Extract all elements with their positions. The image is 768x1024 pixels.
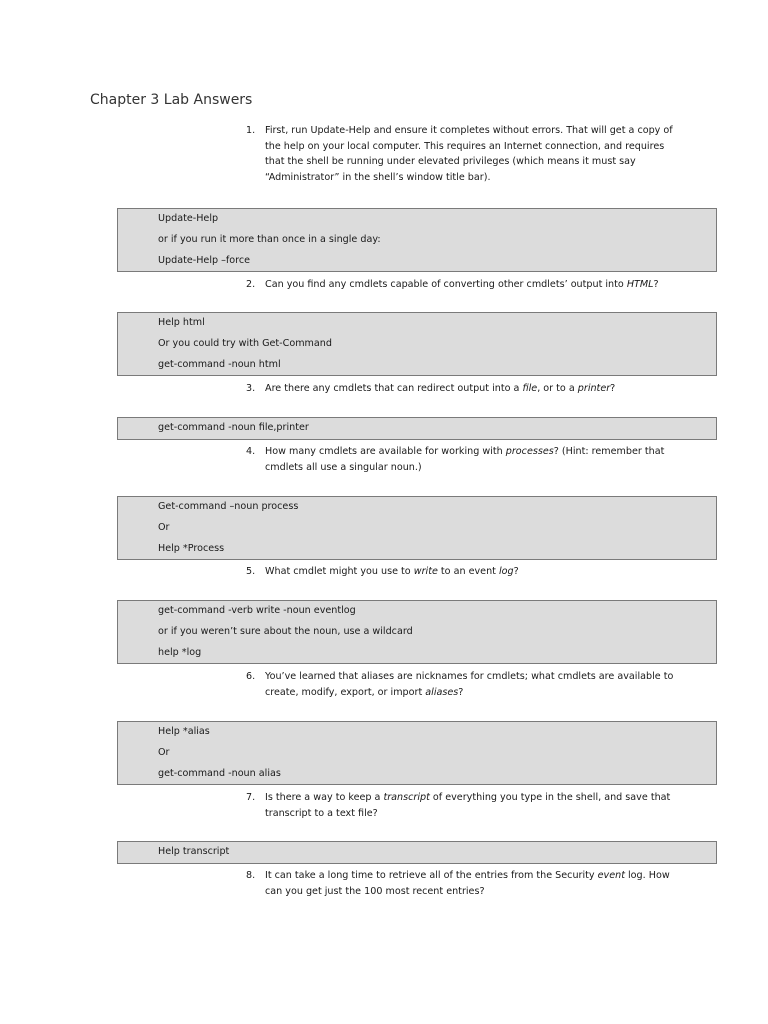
question-number: 7.	[246, 792, 256, 803]
question-fragment: What cmdlet might you use to	[265, 566, 414, 577]
question-emphasis: aliases	[425, 686, 459, 698]
question-fragment: ? (Hint: remember that cmdlets all use a singular noun.)	[265, 446, 665, 473]
answer-box	[117, 417, 717, 440]
answer-box	[117, 312, 717, 376]
question-fragment: You’ve learned that aliases are nicknames for cmdlets; what cmdlets are available to create, modify, export, or import	[265, 671, 674, 698]
question-item	[246, 123, 686, 185]
question-emphasis: processes	[505, 446, 554, 457]
question-fragment: log. How can you get just the 100 most recent entries?	[265, 870, 670, 897]
answer-line: or if you run it more than once in a single day:	[158, 233, 381, 245]
question-emphasis: HTML	[626, 279, 654, 290]
question-number: 5.	[246, 566, 256, 577]
page-title: Chapter 3 Lab Answers	[90, 92, 253, 108]
question-number: 8.	[246, 870, 256, 881]
question-fragment: of everything you type in the shell, and save that transcript to a text file?	[265, 792, 671, 819]
answer-box	[117, 841, 717, 864]
answer-line: Help *alias	[158, 726, 210, 737]
question-emphasis: printer	[577, 383, 611, 394]
answer-line: Update-Help	[158, 213, 219, 224]
answer-line: get-command -verb write -noun eventlog	[158, 605, 356, 616]
question-number: 6.	[246, 671, 256, 682]
answer-line: Get-command –noun process	[158, 501, 299, 512]
answer-box	[117, 496, 717, 560]
question-emphasis: log	[498, 566, 514, 577]
answer-line: get-command -noun alias	[158, 767, 281, 779]
question-item	[246, 868, 686, 899]
question-text	[265, 669, 686, 700]
answer-line: Or	[158, 746, 170, 758]
answer-line: Or	[158, 521, 170, 533]
answer-line: Or you could try with Get-Command	[158, 337, 332, 349]
question-text	[265, 381, 686, 397]
question-emphasis: file	[522, 383, 538, 394]
question-text	[265, 790, 686, 821]
question-item	[246, 444, 686, 475]
question-text	[265, 123, 686, 185]
question-text	[265, 564, 686, 580]
answer-line: help *log	[158, 646, 202, 658]
question-item	[246, 669, 686, 700]
question-emphasis: write	[413, 566, 438, 577]
answer-box	[117, 208, 717, 272]
question-number: 4.	[246, 446, 256, 457]
question-fragment: Is there a way to keep a	[265, 792, 384, 803]
question-fragment: to an event	[437, 566, 499, 577]
question-text	[265, 444, 686, 475]
question-fragment: ?	[458, 686, 464, 698]
question-fragment: Can you find any cmdlets capable of converting other cmdlets’ output into	[265, 279, 627, 290]
question-text	[265, 277, 686, 293]
answer-line: Update-Help –force	[158, 254, 251, 266]
question-fragment: How many cmdlets are available for working with	[265, 446, 506, 457]
question-number: 3.	[246, 383, 256, 394]
answer-line: Help *Process	[158, 542, 225, 554]
question-fragment: ?	[513, 566, 519, 577]
question-item	[246, 381, 686, 397]
question-fragment: It can take a long time to retrieve all of the entries from the Security	[265, 870, 598, 881]
question-item	[246, 277, 686, 293]
question-text	[265, 868, 686, 899]
question-fragment: Are there any cmdlets that can redirect output into a	[265, 383, 523, 394]
question-number: 1.	[246, 125, 256, 136]
question-emphasis: event	[597, 870, 625, 881]
answer-line: get-command -noun file,printer	[158, 422, 309, 433]
answer-box	[117, 600, 717, 664]
answer-line: get-command -noun html	[158, 358, 281, 370]
answer-line: or if you weren’t sure about the noun, use a wildcard	[158, 625, 413, 637]
answer-box	[117, 721, 717, 785]
question-emphasis: transcript	[383, 792, 430, 803]
question-fragment: ?	[610, 383, 616, 394]
question-item	[246, 564, 686, 580]
question-fragment: First, run Update-Help and ensure it completes without errors. That will get a copy of the help on your local computer. This requires an Internet connection, and requires that the shell be running under elevated privileges (which means it must say “Administrator” in the shell’s window title bar).	[265, 125, 673, 183]
question-fragment: ?	[653, 279, 659, 290]
question-number: 2.	[246, 279, 256, 290]
question-fragment: , or to a	[537, 383, 578, 394]
answer-line: Help html	[158, 317, 205, 328]
answer-line: Help transcript	[158, 846, 230, 857]
question-item	[246, 790, 686, 821]
